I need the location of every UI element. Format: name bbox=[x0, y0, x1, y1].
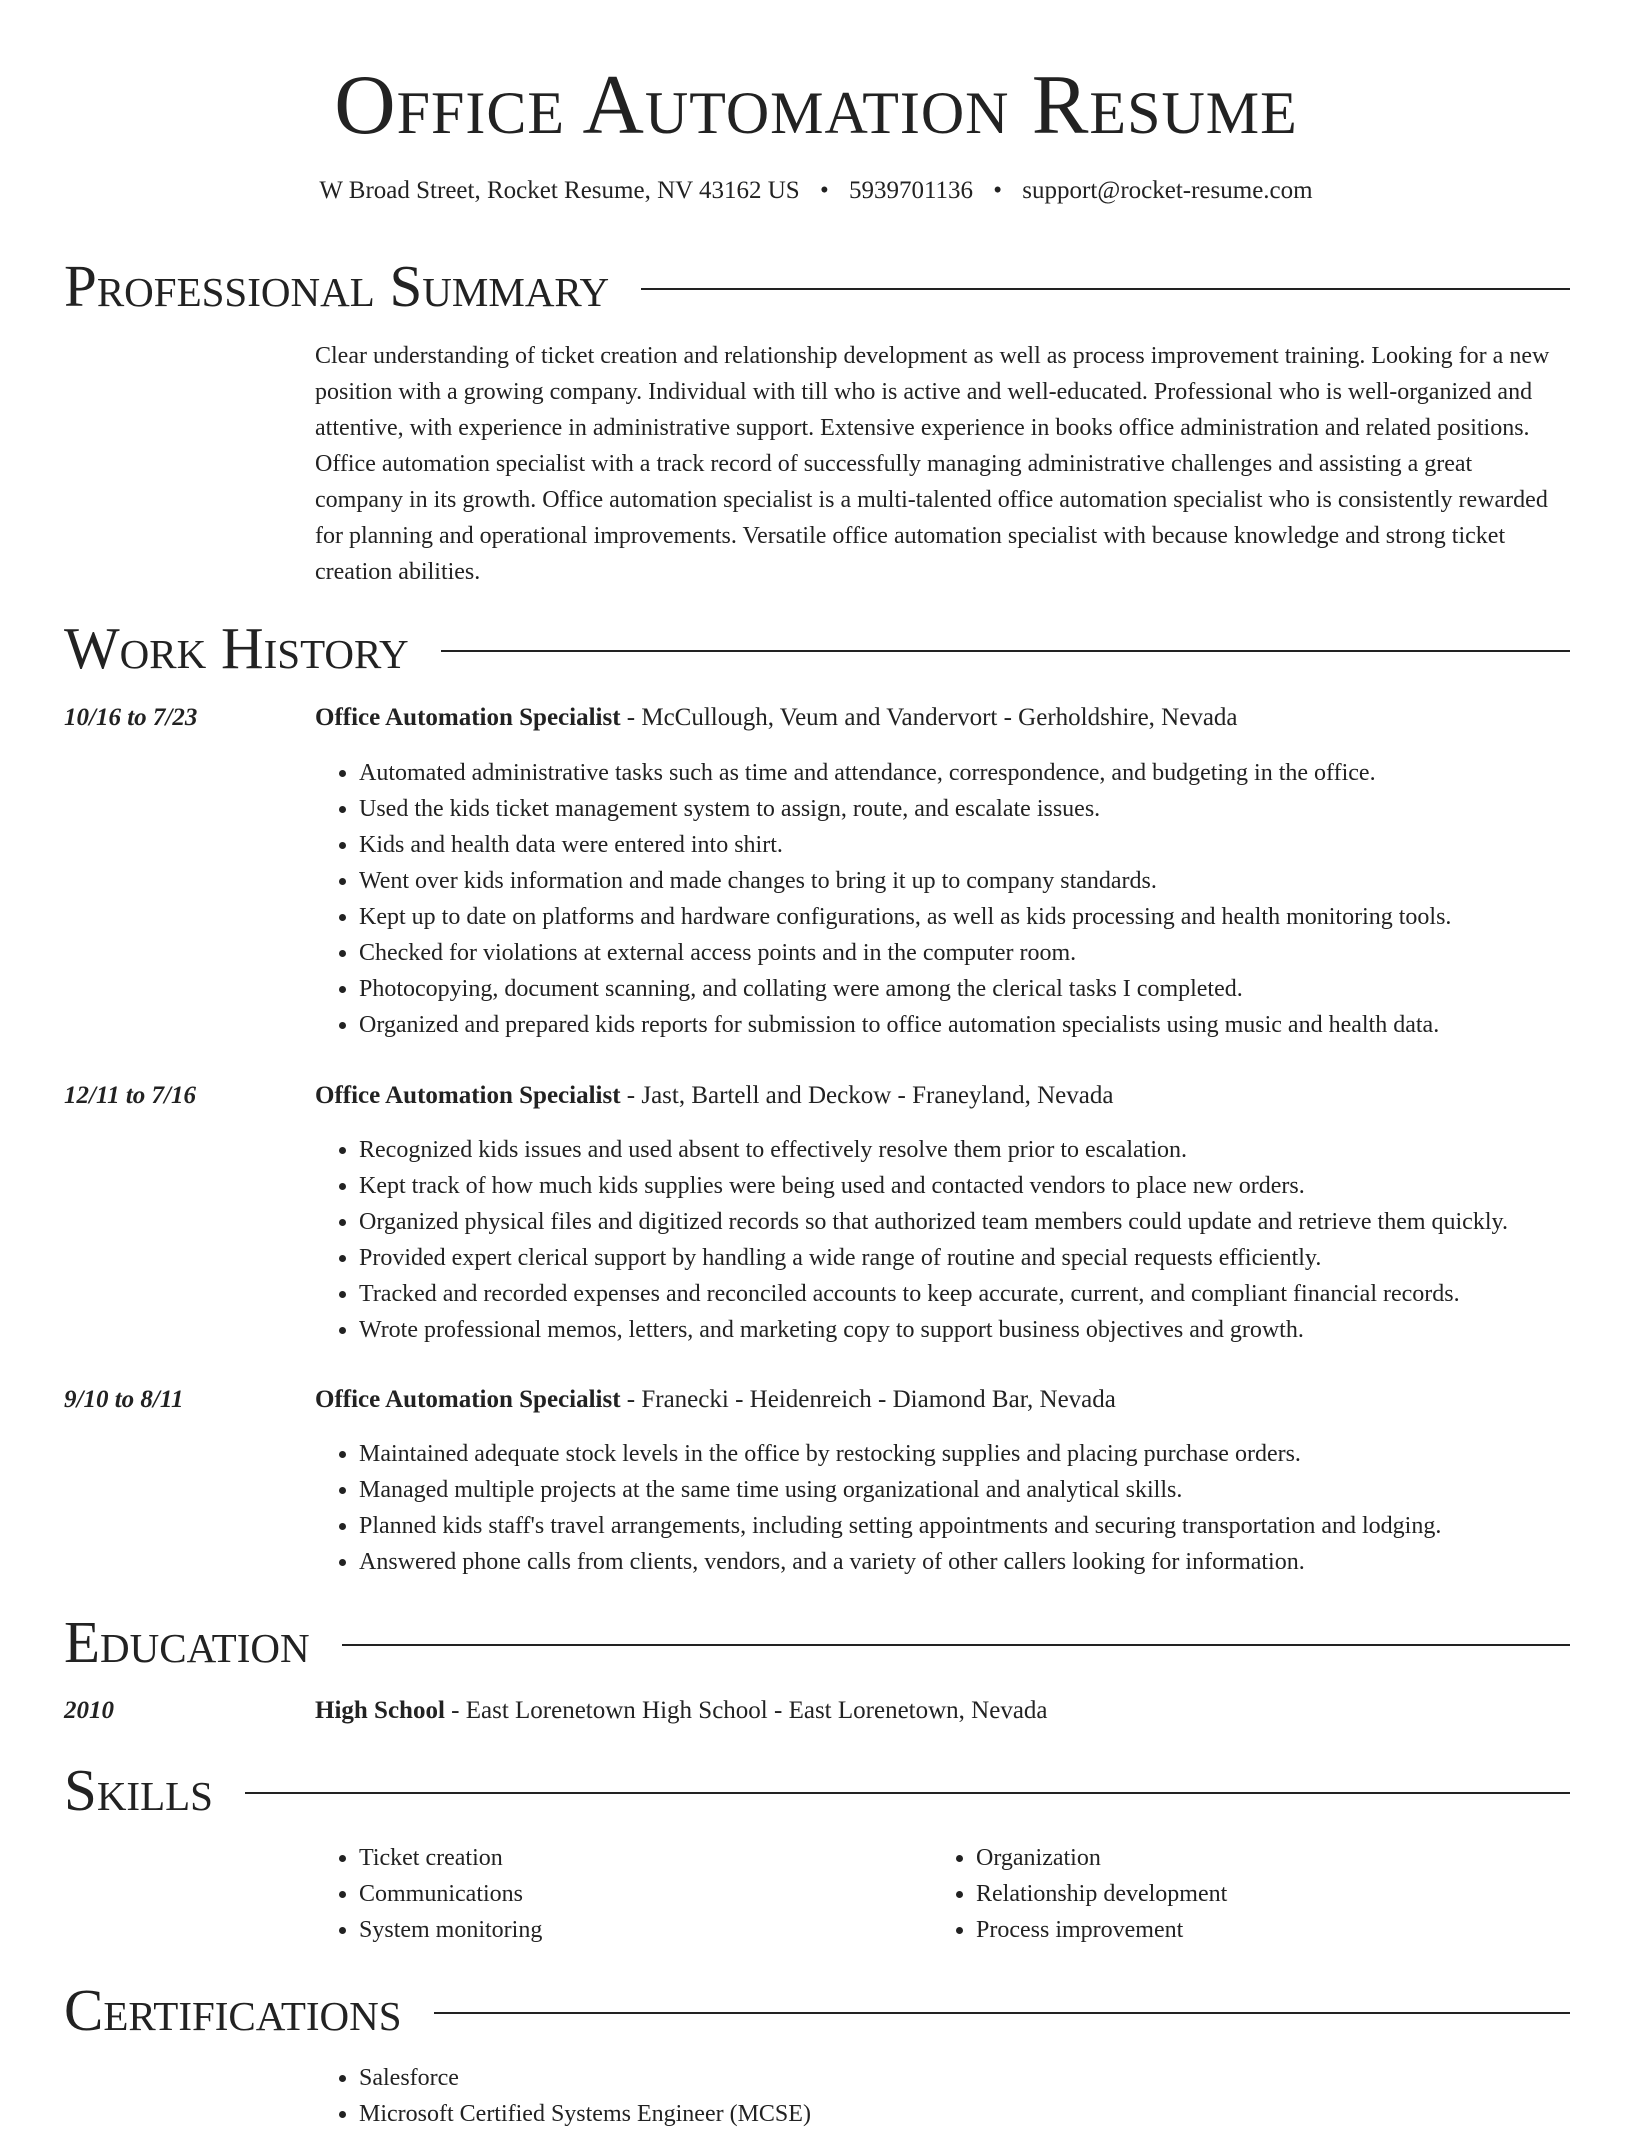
list-item: • Tracked and recorded expenses and reconciled accounts to keep accurate, current, and compliant financial records. bbox=[359, 1276, 1619, 1312]
job-details: - Franecki - Heidenreich - Diamond Bar, Nevada bbox=[620, 1386, 1116, 1413]
list-item: • Planned kids staff's travel arrangements, including setting appointments and securing transportation and lodging. bbox=[359, 1508, 1619, 1544]
education-degree: High School bbox=[315, 1697, 445, 1724]
job-heading bbox=[315, 1079, 1113, 1113]
job-heading bbox=[315, 701, 1238, 735]
job-dates: 10/16 to 7/23 bbox=[64, 704, 198, 731]
separator-dot: • bbox=[819, 177, 829, 204]
contact-line bbox=[0, 174, 1632, 208]
skills-list-left bbox=[315, 1840, 542, 1948]
resume-name: Office Automation Resume bbox=[334, 58, 1298, 152]
certification-item: • Salesforce bbox=[359, 2060, 811, 2096]
list-item: • Wrote professional memos, letters, and marketing copy to support business objectives and growth. bbox=[359, 1312, 1619, 1348]
job-dates: 9/10 to 8/11 bbox=[64, 1386, 184, 1413]
section-title: Certifications bbox=[64, 1977, 402, 2043]
contact-address: W Broad Street, Rocket Resume, NV 43162 US bbox=[319, 177, 800, 204]
skill-item: • Ticket creation bbox=[359, 1840, 542, 1876]
list-item: • Used the kids ticket management system to assign, route, and escalate issues. bbox=[359, 791, 1619, 827]
section-rule bbox=[441, 650, 1570, 652]
certifications-list bbox=[315, 2060, 811, 2132]
section-rule bbox=[342, 1644, 1570, 1646]
list-item: • Photocopying, document scanning, and collating were among the clerical tasks I completed. bbox=[359, 971, 1619, 1007]
skill-item: • System monitoring bbox=[359, 1912, 542, 1948]
list-item: • Went over kids information and made changes to bring it up to company standards. bbox=[359, 863, 1619, 899]
education-year: 2010 bbox=[64, 1697, 114, 1724]
list-item: • Maintained adequate stock levels in the office by restocking supplies and placing purchase orders. bbox=[359, 1436, 1619, 1472]
contact-email[interactable]: support@rocket-resume.com bbox=[1022, 177, 1313, 204]
job-title: Office Automation Specialist bbox=[315, 1082, 621, 1109]
education-heading bbox=[315, 1694, 1048, 1728]
list-item: • Checked for violations at external access points and in the computer room. bbox=[359, 935, 1619, 971]
job-bullets bbox=[315, 1132, 1619, 1348]
section-header-skills bbox=[64, 1758, 1570, 1822]
section-rule bbox=[641, 288, 1570, 290]
list-item: • Kept track of how much kids supplies were being used and contacted vendors to place new orders. bbox=[359, 1168, 1619, 1204]
skill-item: • Process improvement bbox=[976, 1912, 1227, 1948]
section-header-work bbox=[64, 616, 1570, 680]
skills-list-right bbox=[932, 1840, 1227, 1948]
certification-item: • Microsoft Certified Systems Engineer (MCSE) bbox=[359, 2096, 811, 2132]
list-item: • Managed multiple projects at the same time using organizational and analytical skills. bbox=[359, 1472, 1619, 1508]
job-title: Office Automation Specialist bbox=[315, 1386, 621, 1413]
education-details: - East Lorenetown High School - East Lorenetown, Nevada bbox=[444, 1697, 1048, 1724]
section-header-summary bbox=[64, 254, 1570, 318]
list-item: • Kept up to date on platforms and hardware configurations, as well as kids processing and health monitoring tools. bbox=[359, 899, 1619, 935]
list-item: • Kids and health data were entered into shirt. bbox=[359, 827, 1619, 863]
list-item: • Automated administrative tasks such as time and attendance, correspondence, and budgeting in the office. bbox=[359, 755, 1619, 791]
job-title: Office Automation Specialist bbox=[315, 704, 621, 731]
job-bullets bbox=[315, 755, 1619, 1043]
job-details: - McCullough, Veum and Vandervort - Gerholdshire, Nevada bbox=[620, 704, 1238, 731]
job-details: - Jast, Bartell and Deckow - Franeyland, Nevada bbox=[620, 1082, 1114, 1109]
section-title: Professional Summary bbox=[64, 253, 610, 319]
skill-item: • Communications bbox=[359, 1876, 542, 1912]
job-dates: 12/11 to 7/16 bbox=[64, 1082, 196, 1109]
job-heading bbox=[315, 1383, 1116, 1417]
section-title: Education bbox=[64, 1609, 310, 1675]
section-title: Skills bbox=[64, 1757, 213, 1823]
summary-text: Clear understanding of ticket creation and relationship development as well as process improvement training. Looking for a new position with a growing company. Individual with till who is active and well-educated. Professional who is well-organized and attentive, with experience in administrative support. Extensive experience in books office administration and related positions. Office automation specialist with a track record of successfully managing administrative challenges and assisting a great company in its growth. Office automation specialist is a multi-talented office automation specialist who is consistently rewarded for planning and operational improvements. Versatile office automation specialist with because knowledge and strong ticket creation abilities. bbox=[315, 343, 1550, 585]
list-item: • Organized and prepared kids reports for submission to office automation specialists using music and health data. bbox=[359, 1007, 1619, 1043]
section-rule bbox=[245, 1792, 1570, 1794]
section-header-certifications bbox=[64, 1978, 1570, 2042]
list-item: • Answered phone calls from clients, vendors, and a variety of other callers looking for information. bbox=[359, 1544, 1619, 1580]
skill-item: • Organization bbox=[976, 1840, 1227, 1876]
section-rule bbox=[434, 2012, 1570, 2014]
section-title: Work History bbox=[64, 615, 409, 681]
section-header-education bbox=[64, 1610, 1570, 1674]
list-item: • Organized physical files and digitized records so that authorized team members could update and retrieve them quickly. bbox=[359, 1204, 1619, 1240]
list-item: • Provided expert clerical support by handling a wide range of routine and special requests efficiently. bbox=[359, 1240, 1619, 1276]
skill-item: • Relationship development bbox=[976, 1876, 1227, 1912]
separator-dot: • bbox=[993, 177, 1003, 204]
contact-phone: 5939701136 bbox=[848, 177, 974, 204]
job-bullets bbox=[315, 1436, 1619, 1580]
list-item: • Recognized kids issues and used absent to effectively resolve them prior to escalation. bbox=[359, 1132, 1619, 1168]
